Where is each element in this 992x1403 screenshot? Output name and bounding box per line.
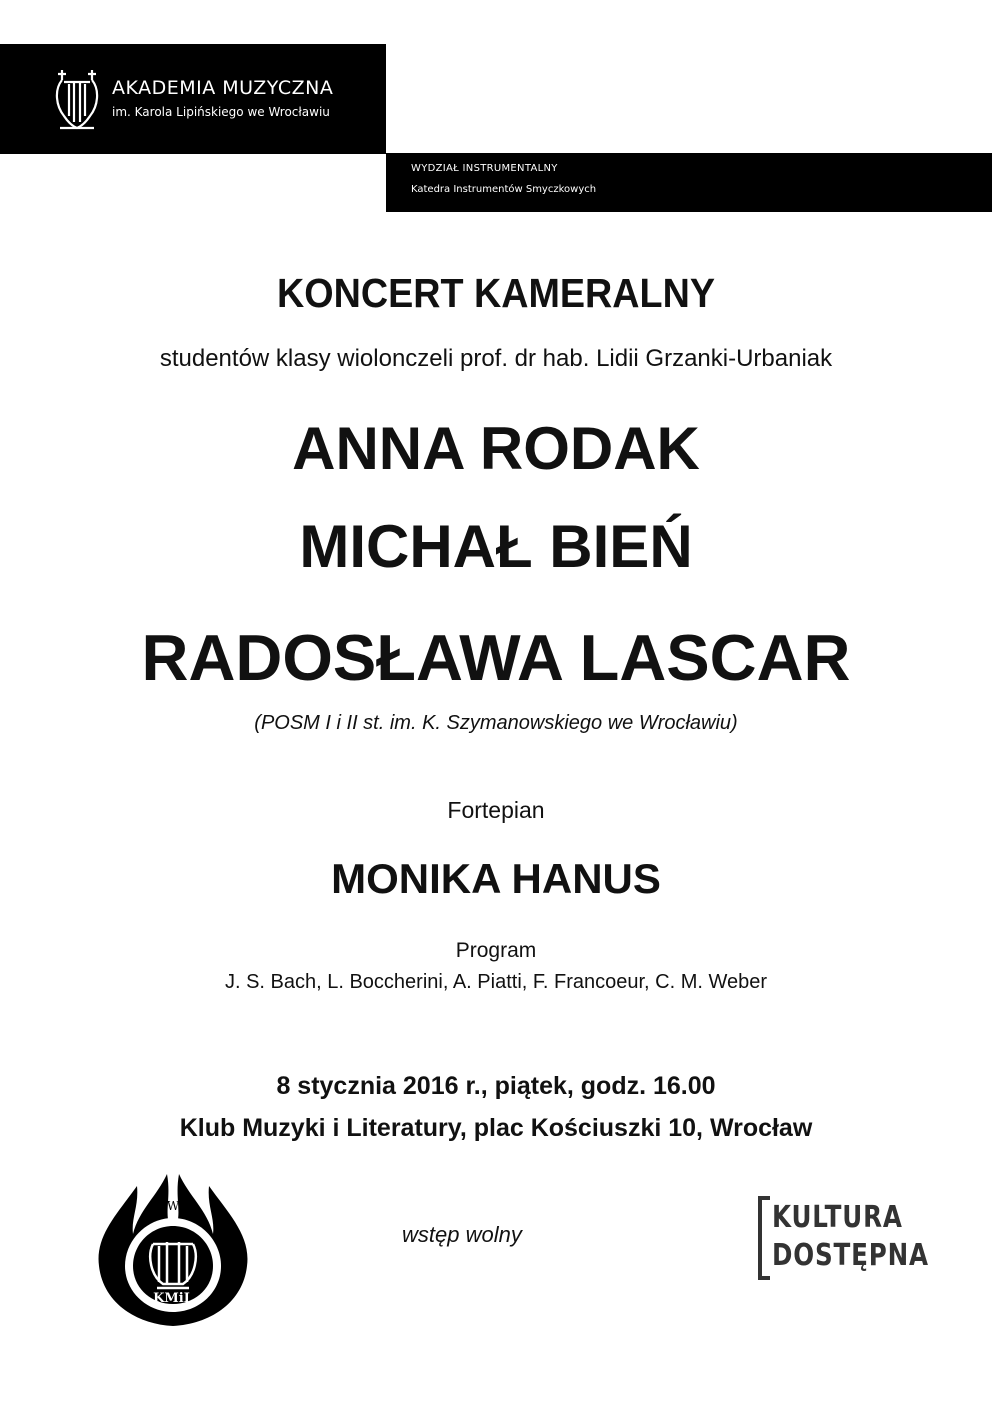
academy-subtitle: im. Karola Lipińskiego we Wrocławiu xyxy=(112,105,330,119)
performer-name: MICHAŁ BIEŃ xyxy=(299,513,693,580)
admission-note: wstęp wolny xyxy=(402,1222,522,1247)
kmil-letter: W xyxy=(166,1199,180,1213)
kultura-line1: KULTURA xyxy=(772,1200,903,1235)
event-venue: Klub Muzyki i Literatury, plac Kościuszki 10, Wrocław xyxy=(179,1114,813,1142)
lyre-icon xyxy=(54,66,100,132)
program-label: Program xyxy=(455,939,537,962)
event-date-time: 8 stycznia 2016 r., piątek, godz. 16.00 xyxy=(276,1072,716,1100)
kultura-line2: DOSTĘPNA xyxy=(772,1238,929,1273)
performer-name: ANNA RODAK xyxy=(292,415,700,482)
academy-name: AKADEMIA MUZYCZNA xyxy=(112,77,334,99)
performer-name: RADOSŁAWA LASCAR xyxy=(141,621,851,694)
header-department-bar xyxy=(386,153,992,212)
concert-title: KONCERT KAMERALNY xyxy=(277,270,715,316)
bracket-icon xyxy=(758,1196,770,1280)
instrument-label: Fortepian xyxy=(447,797,545,823)
kmil-logo xyxy=(95,1166,251,1328)
composers-list: J. S. Bach, L. Boccherini, A. Piatti, F. Francoeur, C. M. Weber xyxy=(224,971,768,993)
faculty-name: WYDZIAŁ INSTRUMENTALNY xyxy=(411,163,558,174)
school-note: (POSM I i II st. im. K. Szymanowskiego we Wrocławiu) xyxy=(254,712,738,734)
kultura-dostepna-logo xyxy=(758,1196,929,1282)
pianist-name: MONIKA HANUS xyxy=(331,855,661,902)
department-name: Katedra Instrumentów Smyczkowych xyxy=(411,184,597,195)
concert-subtitle: studentów klasy wiolonczeli prof. dr hab. Lidii Grzanki-Urbaniak xyxy=(159,345,833,372)
kmil-text: KMiL xyxy=(153,1291,193,1306)
